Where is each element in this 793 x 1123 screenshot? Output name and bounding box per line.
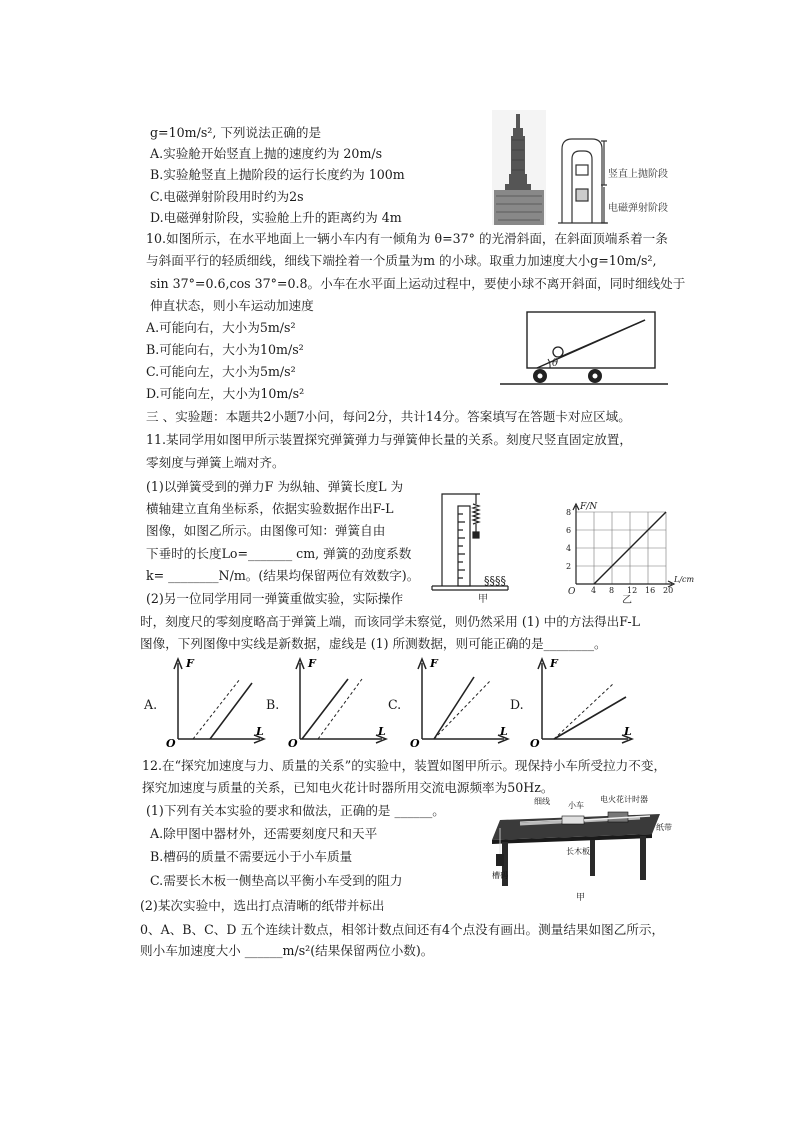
- q11-line-1: 11.某同学用如图甲所示装置探究弹簧弹力与弹簧伸长量的关系。刻度尺竖直固定放置，: [146, 432, 632, 447]
- q12-option-c: C.需要长木板一侧垫高以平衡小车受到的阻力: [150, 873, 403, 888]
- fig-label-throw: 竖直上抛阶段: [608, 169, 668, 180]
- q12-line-1: 12.在“探究加速度与力、质量的关系”的实验中，装置如图甲所示。现保持小车所受拉力不变，: [142, 758, 667, 773]
- graph-option-b: [282, 655, 392, 750]
- x-tick-label: 12: [627, 586, 638, 595]
- x-tick-label: 4: [591, 586, 597, 595]
- tower-diagram: [558, 135, 678, 227]
- q12-part2-line-2: 0、A、B、C、D 五个连续计数点，相邻计数点间还有4个点没有画出。测量结果如图乙所示，: [140, 922, 665, 937]
- cart-incline-figure: [500, 300, 670, 392]
- graph-option-b-label: B.: [266, 697, 280, 712]
- fig-label-timer: 电火花计时器: [600, 795, 648, 804]
- q10-option-d: D.可能向左，大小为10m/s²: [146, 386, 305, 401]
- q10-option-c: C.可能向左，大小为5m/s²: [146, 364, 296, 379]
- axis-o: O: [410, 737, 420, 750]
- q10-option-a: A.可能向右，大小为5m/s²: [146, 320, 296, 335]
- graph-option-d: [524, 655, 644, 750]
- spring-apparatus-figure: [430, 484, 530, 604]
- q9-intro: g=10m/s², 下列说法正确的是: [150, 125, 322, 140]
- axis-f: F: [430, 657, 438, 670]
- axis-l: L: [500, 725, 508, 738]
- x-tick-label: 16: [645, 586, 656, 595]
- cart-table-apparatus: [490, 794, 670, 902]
- q11-part1-line-4: 下垂时的长度Lo=_______ cm, 弹簧的劲度系数: [146, 546, 412, 561]
- axis-o: O: [166, 737, 176, 750]
- axis-l: L: [256, 725, 264, 738]
- q10-line-2: 与斜面平行的轻质细线，细线下端拴着一个质量为m 的小球。取重力加速度大小g=10m/s²,: [146, 253, 657, 268]
- theta-label: θ: [552, 358, 559, 369]
- fig-label-launch: 电磁弹射阶段: [608, 203, 668, 214]
- fig-caption-q12: 甲: [576, 893, 586, 903]
- axis-f: F: [308, 657, 316, 670]
- q11-part2-line-3: 图像，下列图像中实线是新数据，虚线是 (1) 所测数据，则可能正确的是________。: [140, 636, 607, 651]
- q10-line-1: 10.如图所示，在水平地面上一辆小车内有一倾角为 θ=37° 的光滑斜面，在斜面顶端系着一条: [146, 231, 668, 246]
- tower-photo: [492, 110, 546, 225]
- svg-text:§§§§: §§§§: [484, 574, 506, 587]
- axis-l: L: [624, 725, 632, 738]
- q10-option-b: B.可能向右，大小为10m/s²: [146, 342, 304, 357]
- q11-part1-line-1: (1)以弹簧受到的弹力F 为纵轴、弹簧长度L 为: [146, 479, 404, 494]
- q11-part2-line-2: 时，刻度尺的零刻度略高于弹簧上端，而该同学未察觉，则仍然采用 (1) 中的方法得出F-L: [140, 614, 641, 629]
- fig-label-weight: 槽码: [492, 871, 508, 880]
- fig-label-string: 细线: [534, 797, 550, 806]
- fig-label-board: 长木板: [566, 847, 590, 856]
- axis-o: O: [530, 737, 540, 750]
- y-tick-label: 2: [566, 562, 572, 571]
- q12-part2-line-1: (2)某次实验中，选出打点清晰的纸带并标出: [140, 898, 385, 913]
- q9-option-d: D.电磁弹射阶段，实验舱上升的距离约为 4m: [150, 210, 402, 225]
- q9-option-c: C.电磁弹射阶段用时约为2s: [150, 189, 304, 204]
- graph-option-a-label: A.: [144, 697, 158, 712]
- q12-part1: (1)下列有关本实验的要求和做法，正确的是 ______。: [146, 803, 445, 818]
- hanging-weight: [496, 854, 504, 866]
- graph-option-d-label: D.: [510, 697, 524, 712]
- ball: [553, 347, 563, 357]
- y-tick-label: 6: [566, 526, 572, 535]
- fig-label-cart: 小车: [568, 801, 584, 810]
- q9-option-b: B.实验舱竖直上抛阶段的运行长度约为 100m: [150, 167, 405, 182]
- axis-l: L: [378, 725, 386, 738]
- q11-part1-line-5: k= ________N/m。(结果均保留两位有效数字)。: [146, 568, 420, 583]
- q12-line-2: 探究加速度与质量的关系，已知电火花计时器所用交流电源频率为50Hz。: [142, 780, 554, 795]
- graph-option-c: [404, 655, 514, 750]
- q12-option-a: A.除甲图中器材外，还需要刻度尺和天平: [150, 826, 378, 841]
- graph-option-a: [160, 655, 270, 750]
- section-3-heading: 三 、实验题：本题共2小题7小问，每问2分，共计14分。答案填写在答题卡对应区域。: [146, 409, 631, 424]
- graph-option-c-label: C.: [388, 697, 402, 712]
- q11-part1-line-3: 图像，如图乙所示。由图像可知：弹簧自由: [146, 523, 386, 538]
- q12-part2-line-3: 则小车加速度大小 ______m/s²(结果保留两位小数)。: [140, 943, 434, 958]
- q11-line-2: 零刻度与弹簧上端对齐。: [146, 455, 285, 470]
- fig-caption-yi: 乙: [622, 595, 632, 606]
- q10-line-3: sin 37°=0.6,cos 37°=0.8。小车在水平面上运动过程中，要使小球不离开斜面，同时细线处于: [150, 276, 686, 291]
- x-tick-label: 8: [609, 586, 615, 595]
- fig-caption-jia: 甲: [478, 594, 488, 605]
- x-tick-label: 20: [663, 586, 674, 595]
- fig-label-tape: 纸带: [656, 823, 672, 832]
- chart-x-label: L/cm: [674, 575, 695, 584]
- q11-part2-line-1: (2)另一位同学用同一弹簧重做实验，实际操作: [146, 591, 404, 606]
- axis-f: F: [550, 657, 558, 670]
- axis-f: F: [186, 657, 194, 670]
- chart-y-label: F/N: [580, 502, 598, 512]
- q10-line-4: 伸直状态，则小车运动加速度: [150, 298, 314, 313]
- q11-part1-line-2: 横轴建立直角坐标系，依据实验数据作出F-L: [146, 501, 394, 516]
- y-tick-label: 4: [566, 544, 572, 553]
- chart-origin: O: [568, 587, 576, 597]
- q12-option-b: B.槽码的质量不需要远小于小车质量: [150, 849, 353, 864]
- q9-option-a: A.实验舱开始竖直上抛的速度约为 20m/s: [150, 146, 383, 161]
- cart: [562, 816, 584, 824]
- y-tick-label: 8: [566, 508, 572, 517]
- f-l-chart: [562, 500, 702, 604]
- axis-o: O: [288, 737, 298, 750]
